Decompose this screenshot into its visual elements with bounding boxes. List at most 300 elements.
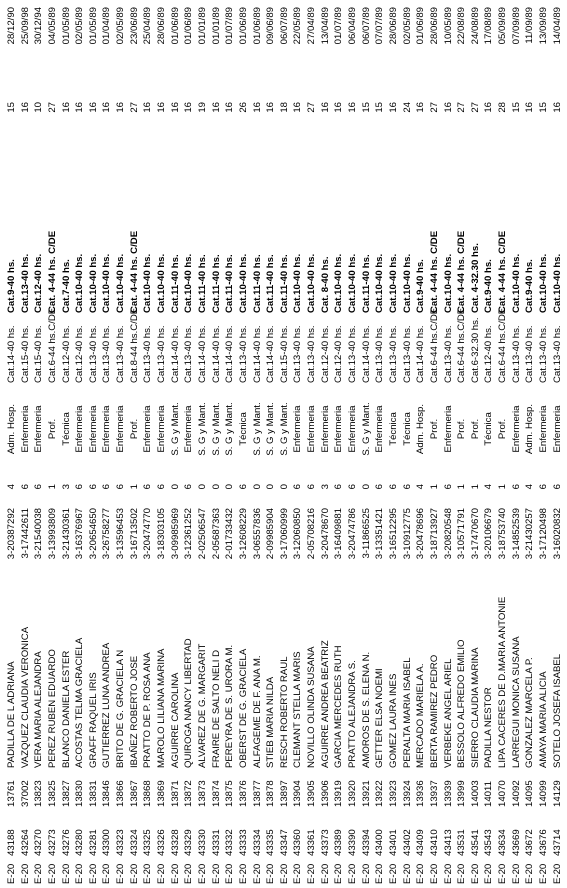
legajo-cell: 43331	[210, 829, 222, 856]
legajo-cell: 43390	[347, 829, 359, 856]
group-number-cell: 0	[169, 484, 181, 490]
escalafon-cell: Adm. Hosp.	[6, 403, 17, 455]
id-number-cell: 3-10912775	[401, 508, 413, 560]
employee-name-cell: QUIROGA NANCY LIBERTAD	[183, 638, 195, 768]
id-number-cell: 3-17470670	[469, 508, 481, 560]
table-row	[45, 0, 59, 888]
escalafon-cell: S. G y Mant.	[360, 402, 372, 456]
date-cell: 01/07/89	[333, 7, 345, 45]
date-cell: 25/09/98	[19, 7, 31, 45]
date-cell: 04/05/89	[46, 7, 58, 45]
employee-name-cell: AMOROS DE S. ELENA N.	[360, 651, 372, 768]
group-number-cell: 0	[224, 484, 236, 490]
hours-cell: 27	[128, 102, 140, 113]
hours-cell: 28	[497, 102, 509, 113]
hours-cell: 16	[169, 102, 181, 113]
escalafon-cell: Enfermeria	[510, 405, 522, 453]
current-category-cell: Cat.12-40 hs.	[333, 325, 345, 383]
code-cell: 14003	[469, 780, 481, 807]
escalafon-cell: S. G y Mant.	[278, 402, 290, 456]
code-cell: 13921	[360, 780, 372, 807]
hours-cell: 27	[469, 102, 481, 113]
code-cell: 13846	[101, 780, 113, 807]
code-cell: 13872	[183, 780, 195, 807]
code-cell: 13905	[306, 780, 318, 807]
hours-cell: 16	[74, 102, 86, 113]
escalafon-cell: Enfermeria	[374, 405, 386, 453]
escalafon-cell: S. G y Mant.	[265, 402, 277, 456]
code-cell: 13906	[319, 780, 331, 807]
new-category-cell: Cat. 4-32.30 hs.	[469, 243, 481, 313]
id-number-cell: 3-18303105	[156, 508, 168, 560]
legajo-cell: 43330	[196, 829, 208, 856]
employee-name-cell: CLEMANT STELLA MARIS	[292, 651, 304, 768]
date-cell: 02/05/89	[401, 7, 413, 45]
escalafon-cell: Enfermeria	[319, 405, 331, 453]
legajo-cell: 43333	[237, 829, 249, 856]
sector-cell: E-20	[19, 863, 31, 884]
sector-cell: E-20	[469, 863, 481, 884]
hours-cell: 15	[537, 102, 549, 113]
id-number-cell: 3-16376967	[74, 508, 86, 560]
current-category-cell: Cat.13-40 hs.	[401, 325, 413, 383]
table-row	[140, 0, 154, 888]
code-cell: 13831	[87, 780, 99, 807]
date-cell: 01/04/89	[101, 7, 113, 45]
date-cell: 01/06/89	[251, 7, 263, 45]
date-cell: 10/05/89	[442, 7, 454, 45]
escalafon-cell: S. G y Mant.	[224, 402, 236, 456]
hours-cell: 15	[6, 102, 17, 113]
hours-cell: 24	[401, 102, 413, 113]
group-number-cell: 6	[115, 484, 127, 490]
code-cell: 13869	[156, 780, 168, 807]
escalafon-cell: Enfermeria	[142, 405, 154, 453]
new-category-cell: Cat.11-40 hs.	[196, 254, 208, 313]
escalafon-cell: Enfermeria	[74, 405, 86, 453]
code-cell: 13825	[46, 780, 58, 807]
hours-cell: 19	[196, 102, 208, 113]
current-category-cell: Cat.13-40 hs.	[142, 325, 154, 383]
escalafon-cell: Enfermeria	[87, 405, 99, 453]
date-cell: 22/08/89	[456, 7, 468, 45]
code-cell: 13897	[278, 780, 290, 807]
id-number-cell: 3-09985969	[169, 508, 181, 560]
current-category-cell: Cat.14-40 hs.	[210, 325, 222, 383]
date-cell: 05/09/89	[497, 7, 509, 45]
current-category-cell: Cat.13-40 hs.	[387, 325, 399, 383]
group-number-cell: 6	[33, 484, 45, 490]
new-category-cell: Cat.10-40 hs.	[537, 253, 549, 313]
current-category-cell: Cat.13-40 hs.	[510, 325, 522, 383]
escalafon-cell: Enfermeria	[347, 405, 359, 453]
date-cell: 01/05/89	[60, 7, 72, 45]
hours-cell: 16	[347, 102, 359, 113]
employee-name-cell: PRATTO DE P. ROSA ANA	[142, 652, 154, 768]
current-category-cell: Cat.14-40 hs.	[6, 325, 17, 383]
date-cell: 22/05/89	[292, 7, 304, 45]
new-category-cell: Cat.10-40 hs.	[442, 253, 454, 313]
code-cell: 13923	[387, 780, 399, 807]
group-number-cell: 6	[292, 484, 304, 490]
id-number-cell: 3-13351421	[374, 508, 386, 560]
date-cell: 01/06/89	[415, 7, 427, 45]
table-row	[99, 0, 113, 888]
employee-name-cell: MAROLO LILIANA MARINA	[156, 648, 168, 768]
table-row	[236, 0, 250, 888]
date-cell: 14/04/89	[551, 7, 563, 45]
escalafon-cell: Enfermeria	[333, 405, 345, 453]
id-number-cell: 3-14852539	[510, 508, 522, 560]
code-cell: 13868	[142, 780, 154, 807]
employee-name-cell: BRITO DE G. GRACIELA N	[115, 649, 127, 768]
id-number-cell: 3-20478670	[319, 508, 331, 560]
table-row	[345, 0, 359, 888]
sector-cell: E-20	[87, 863, 99, 884]
escalafon-cell: Técnica	[483, 412, 495, 446]
current-category-cell: Cat.15-40 hs.	[278, 325, 290, 383]
date-cell: 07/09/89	[510, 7, 522, 45]
group-number-cell: 6	[101, 484, 113, 490]
hours-cell: 16	[333, 102, 345, 113]
escalafon-cell: Enfermeria	[537, 405, 549, 453]
employee-name-cell: RESCH ROBERTO RAUL	[278, 656, 290, 768]
new-category-cell: Cat. 4-44 hs. C/DE	[456, 230, 468, 313]
id-number-cell: 3-17120498	[537, 508, 549, 560]
id-number-cell: 3-20820548	[442, 508, 454, 560]
new-category-cell: Cat.13-40 hs.	[19, 253, 31, 313]
employee-name-cell: OBERST DE G. GRACIELA	[237, 648, 249, 768]
group-number-cell: 6	[347, 484, 359, 490]
id-number-cell: 3-16713502	[128, 508, 140, 560]
escalafon-cell: S. G y Mant.	[169, 402, 181, 456]
code-cell: 13904	[292, 780, 304, 807]
table-row	[427, 0, 441, 888]
table-row	[290, 0, 304, 888]
new-category-cell: Cat.10-40 hs.	[333, 253, 345, 313]
table-row	[495, 0, 509, 888]
code-cell: 13924	[401, 780, 413, 807]
employee-name-cell: LARREGUI MONICA SUSANA	[510, 636, 522, 768]
hours-cell: 26	[237, 102, 249, 113]
employee-name-cell: GUTIERREZ LUNA ANDREA	[101, 642, 113, 768]
escalafon-cell: Prof.	[128, 418, 140, 440]
sector-cell: E-20	[156, 863, 168, 884]
current-category-cell: Cat.13-40 hs.	[442, 325, 454, 383]
sector-cell: E-20	[33, 863, 45, 884]
id-number-cell: 3-16409881	[333, 508, 345, 560]
sector-cell: E-20	[401, 863, 413, 884]
escalafon-cell: Enfermeria	[33, 405, 45, 453]
employee-name-cell: SIERRO CLAUDIA MARINA	[469, 647, 481, 768]
current-category-cell: Cat.13-40 hs.	[87, 325, 99, 383]
sector-cell: E-20	[442, 863, 454, 884]
current-category-cell: Cat.13-40 hs.	[237, 325, 249, 383]
hours-cell: 16	[210, 102, 222, 113]
current-category-cell: Cat.12-40 hs.	[483, 325, 495, 383]
code-cell: 13827	[60, 780, 72, 807]
group-number-cell: 6	[142, 484, 154, 490]
date-cell: 01/06/89	[169, 7, 181, 45]
date-cell: 25/04/89	[142, 7, 154, 45]
group-number-cell: 6	[333, 484, 345, 490]
new-category-cell: Cat. 4-44 hs. C/DE	[497, 230, 509, 313]
table-row	[222, 0, 236, 888]
code-cell: 13866	[115, 780, 127, 807]
employee-name-cell: AGUIRRE ANDREA BEATRIZ	[319, 640, 331, 768]
new-category-cell: Cat.9-40 hs.	[415, 259, 427, 313]
new-category-cell: Cat. 8-40 hs.	[319, 256, 331, 313]
code-cell: 13830	[74, 780, 86, 807]
employee-name-cell: GRAFF RAQUEL IRIS	[87, 672, 99, 768]
employee-name-cell: ALVAREZ DE G. MARGARIT	[196, 643, 208, 768]
hours-cell: 27	[428, 102, 440, 113]
table-row	[181, 0, 195, 888]
id-number-cell: 3-16512295	[387, 508, 399, 560]
legajo-cell: 43410	[428, 829, 440, 856]
hours-cell: 16	[483, 102, 495, 113]
code-cell: 13823	[33, 780, 45, 807]
sector-cell: E-20	[415, 863, 427, 884]
table-row	[536, 0, 550, 888]
id-number-cell: 3-10571791	[456, 508, 468, 560]
current-category-cell: Cat.8-44 hs.C/DE	[128, 307, 140, 383]
id-number-cell: 3-16020832	[551, 508, 563, 560]
table-row	[263, 0, 277, 888]
new-category-cell: Cat. 4-44 hs. C/DE	[428, 230, 440, 313]
table-row	[86, 0, 100, 888]
new-category-cell: Cat.10-40 hs.	[510, 253, 522, 313]
id-number-cell: 3-20106679	[483, 508, 495, 560]
escalafon-cell: Prof.	[469, 418, 481, 440]
employee-name-cell: BESSOLO ALFREDO EMILIO	[456, 639, 468, 768]
code-cell: 13999	[456, 780, 468, 807]
sector-cell: E-20	[265, 863, 277, 884]
current-category-cell: Cat.6-32.30 hs.	[469, 317, 481, 383]
group-number-cell: 6	[537, 484, 549, 490]
current-category-cell: Cat.6-44 hs.C/DE	[46, 307, 58, 383]
escalafon-cell: S. G y Mant.	[196, 402, 208, 456]
employee-name-cell: NOVILLO OLINDA SUSANA	[306, 646, 318, 768]
employee-name-cell: SOTELO JOSEFA ISABEL	[551, 653, 563, 768]
legajo-cell: 43401	[387, 829, 399, 856]
escalafon-cell: Enfermeria	[115, 405, 127, 453]
group-number-cell: 0	[360, 484, 372, 490]
escalafon-cell: S. G y Mant.	[251, 402, 263, 456]
legajo-cell: 43264	[19, 829, 31, 856]
code-cell: 13877	[251, 780, 263, 807]
employee-name-cell: GARCIA MERCEDES RUTH	[333, 645, 345, 768]
hours-cell: 10	[33, 102, 45, 113]
hours-cell: 18	[278, 102, 290, 113]
code-cell: 13878	[265, 780, 277, 807]
escalafon-cell: Enfermeria	[156, 405, 168, 453]
escalafon-cell: Técnica	[387, 412, 399, 446]
current-category-cell: Cat.13-40 hs.	[115, 325, 127, 383]
legajo-cell: 43413	[442, 829, 454, 856]
code-cell: 13919	[333, 780, 345, 807]
new-category-cell: Cat.10-40 hs.	[374, 253, 386, 313]
sector-cell: E-20	[237, 863, 249, 884]
legajo-cell: 43541	[469, 829, 481, 856]
legajo-cell: 43672	[524, 829, 536, 856]
code-cell: 13936	[415, 780, 427, 807]
hours-cell: 27	[46, 102, 58, 113]
hours-cell: 16	[387, 102, 399, 113]
current-category-cell: Cat.13-40 hs.	[183, 325, 195, 383]
employee-name-cell: PADILLA DE L ADRIANA	[6, 661, 17, 768]
hours-cell: 15	[374, 102, 386, 113]
date-cell: 01/05/89	[87, 7, 99, 45]
sector-cell: E-20	[497, 863, 509, 884]
new-category-cell: Cat.9-40 hs.	[524, 259, 536, 313]
current-category-cell: Cat.13-40 hs.	[551, 325, 563, 383]
employee-name-cell: AMAYA MARIA ALICIA	[537, 671, 549, 768]
new-category-cell: Cat.9-40 hs.	[6, 259, 17, 313]
sector-cell: E-20	[510, 863, 522, 884]
code-cell: 14092	[510, 780, 522, 807]
id-number-cell: 3-18713927	[428, 508, 440, 560]
code-cell: 13873	[196, 780, 208, 807]
id-number-cell: 3-12608229	[237, 508, 249, 560]
legajo-cell: 43335	[265, 829, 277, 856]
date-cell: 01/06/89	[183, 7, 195, 45]
id-number-cell: 2-05687363	[210, 508, 222, 560]
table-row	[441, 0, 455, 888]
hours-cell: 16	[115, 102, 127, 113]
hours-cell: 16	[415, 102, 427, 113]
date-cell: 02/05/89	[74, 7, 86, 45]
employee-name-cell: GONZALEZ MARCELA P.	[524, 657, 536, 768]
table-row	[331, 0, 345, 888]
table-row	[59, 0, 73, 888]
group-number-cell: 6	[374, 484, 386, 490]
hours-cell: 15	[360, 102, 372, 113]
escalafon-cell: Adm. Hosp.	[524, 403, 536, 455]
escalafon-cell: Enfermeria	[551, 405, 563, 453]
group-number-cell: 6	[387, 484, 399, 490]
legajo-cell: 43334	[251, 829, 263, 856]
date-cell: 13/09/89	[537, 7, 549, 45]
sector-cell: E-20	[428, 863, 440, 884]
group-number-cell: 6	[510, 484, 522, 490]
code-cell: 14099	[537, 780, 549, 807]
current-category-cell: Cat.13-40 hs.	[306, 325, 318, 383]
legajo-cell: 43676	[537, 829, 549, 856]
group-number-cell: 1	[46, 484, 58, 490]
code-cell: 13937	[428, 780, 440, 807]
date-cell: 24/08/89	[469, 7, 481, 45]
date-cell: 01/06/89	[237, 7, 249, 45]
escalafon-cell: Enfermeria	[306, 405, 318, 453]
table-row	[168, 0, 182, 888]
new-category-cell: Cat.10-40 hs.	[347, 253, 359, 313]
sector-cell: E-20	[278, 863, 290, 884]
current-category-cell: Cat.13-40 hs.	[524, 325, 536, 383]
hours-cell: 16	[60, 102, 72, 113]
hours-cell: 16	[224, 102, 236, 113]
current-category-cell: Cat.14-40 hs.	[251, 325, 263, 383]
employee-name-cell: ALFAGEME DE F. ANA M.	[251, 655, 263, 768]
current-category-cell: Cat.13-40 hs.	[374, 325, 386, 383]
table-row	[277, 0, 291, 888]
legajo-cell: 43543	[483, 829, 495, 856]
hours-cell: 16	[19, 102, 31, 113]
table-body	[4, 0, 563, 888]
current-category-cell: Cat.14-40 hs.	[196, 325, 208, 383]
date-cell: 06/07/89	[278, 7, 290, 45]
current-category-cell: Cat.15-40 hs.	[33, 325, 45, 383]
group-number-cell: 6	[87, 484, 99, 490]
id-number-cell: 3-26758277	[101, 508, 113, 560]
employee-name-cell: VERA MARIA ALEJANDRA	[33, 651, 45, 768]
current-category-cell: Cat.14-40 hs.	[224, 325, 236, 383]
table-row	[154, 0, 168, 888]
employee-name-cell: FRAIRE DE SALTO NELI D	[210, 650, 222, 768]
legajo-cell: 43332	[224, 829, 236, 856]
employee-name-cell: AGUIRRE CAROLINA	[169, 672, 181, 768]
date-cell: 01/07/89	[224, 7, 236, 45]
employee-name-cell: VAZQUEZ CLAUDIA VERONICA	[19, 626, 31, 768]
current-category-cell: Cat.12-40 hs.	[319, 325, 331, 383]
sector-cell: E-20	[183, 863, 195, 884]
date-cell: 06/07/89	[360, 7, 372, 45]
escalafon-cell: Adm. Hosp.	[415, 403, 427, 455]
hours-cell: 16	[87, 102, 99, 113]
sector-cell: E-20	[387, 863, 399, 884]
code-cell: 14095	[524, 780, 536, 807]
new-category-cell: Cat.11-40 hs.	[210, 254, 222, 313]
legajo-cell: 43409	[415, 829, 427, 856]
current-category-cell: Cat.6-44 hs.C/DE	[456, 307, 468, 383]
escalafon-cell: Enfermeria	[183, 405, 195, 453]
hours-cell: 15	[510, 102, 522, 113]
current-category-cell: Cat.13-40 hs.	[292, 325, 304, 383]
code-cell: 13874	[210, 780, 222, 807]
code-cell: 13867	[128, 780, 140, 807]
escalafon-cell: Prof.	[428, 418, 440, 440]
sector-cell: E-20	[169, 863, 181, 884]
legajo-cell: 43634	[497, 829, 509, 856]
legajo-cell: 43270	[33, 829, 45, 856]
sector-cell: E-20	[115, 863, 127, 884]
table-row	[550, 0, 564, 888]
sector-cell: E-20	[292, 863, 304, 884]
sector-cell: E-20	[101, 863, 113, 884]
legajo-cell: 43276	[60, 829, 72, 856]
employee-name-cell: PERALTA MARIA ISABEL	[401, 657, 413, 768]
date-cell: 28/06/89	[387, 7, 399, 45]
sector-cell: E-20	[347, 863, 359, 884]
id-number-cell: 2-05708216	[306, 508, 318, 560]
new-category-cell: Cat. 4-44 hs. C/DE	[128, 230, 140, 313]
date-cell: 06/04/89	[347, 7, 359, 45]
escalafon-cell: Técnica	[237, 412, 249, 446]
legajo-cell: 43281	[87, 829, 99, 856]
hours-cell: 27	[456, 102, 468, 113]
current-category-cell: Cat.13-40 hs.	[537, 325, 549, 383]
group-number-cell: 6	[183, 484, 195, 490]
sector-cell: E-20	[142, 863, 154, 884]
id-number-cell: 3-13993809	[46, 508, 58, 560]
current-category-cell: Cat.13-40 hs.	[347, 325, 359, 383]
escalafon-cell: Prof.	[456, 418, 468, 440]
group-number-cell: 6	[401, 484, 413, 490]
code-cell: 13875	[224, 780, 236, 807]
new-category-cell: Cat.11-40 hs.	[265, 254, 277, 313]
group-number-cell: 0	[265, 484, 277, 490]
group-number-cell: 3	[319, 484, 331, 490]
